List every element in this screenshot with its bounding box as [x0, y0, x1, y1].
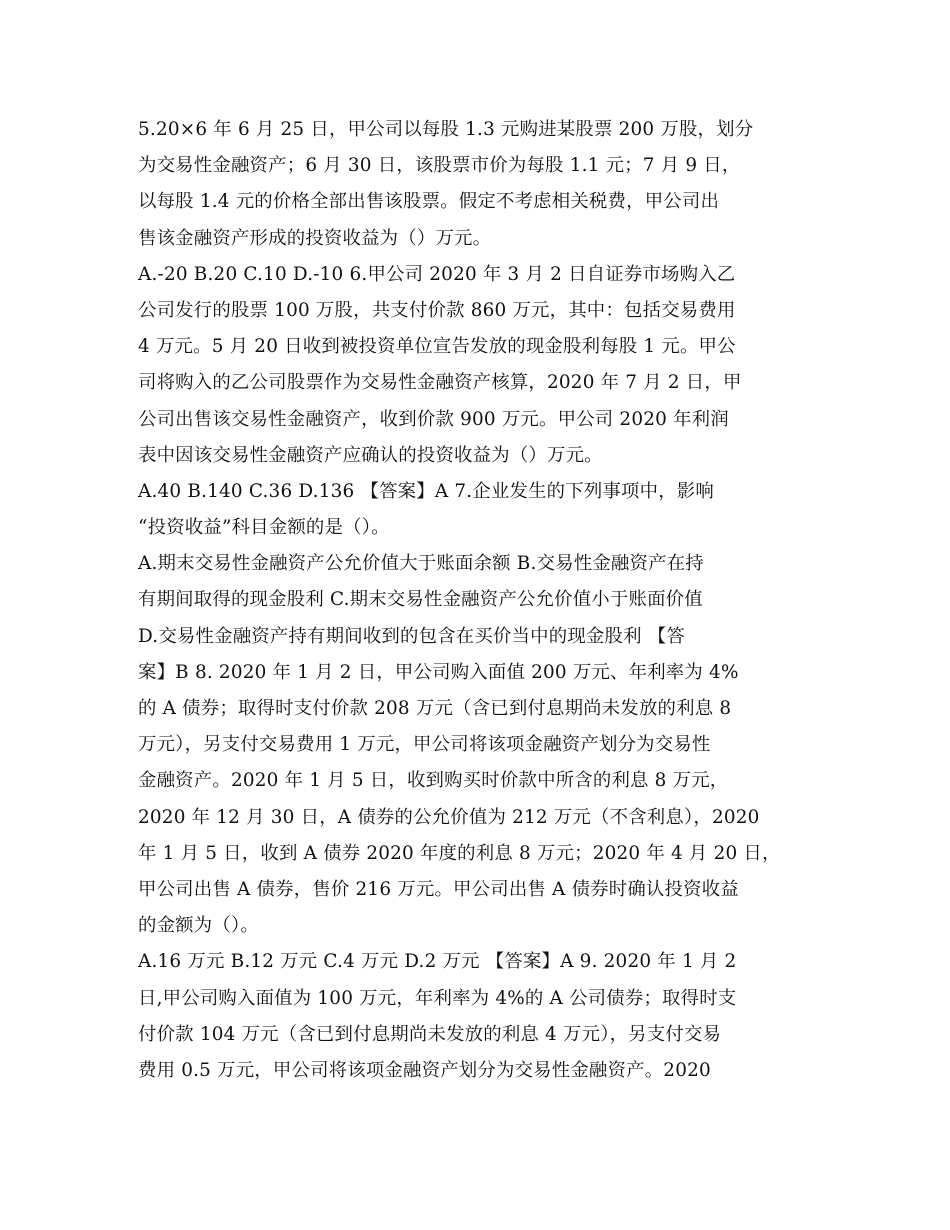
text-line: 5.20×6 年 6 月 25 日，甲公司以每股 1.3 元购进某股票 200 万股，划分	[138, 119, 754, 140]
text-line: 表中因该交易性金融资产应确认的投资收益为（）万元。	[138, 444, 603, 466]
text-line: D.交易性金融资产持有期间收到的包含在买价当中的现金股利 【答	[138, 625, 685, 647]
text-line: 公司发行的股票 100 万股，共支付价款 860 万元，其中：包括交易费用	[138, 299, 736, 321]
text-line: “投资收益”科目金额的是（）。	[138, 517, 390, 539]
text-line: 售该金融资产形成的投资收益为（）万元。	[138, 227, 492, 249]
text-line: A.16 万元 B.12 万元 C.4 万元 D.2 万元 【答案】A 9. 2020 年 1 月 2	[138, 951, 737, 973]
text-line: A.-20 B.20 C.10 D.-10 6.甲公司 2020 年 3 月 2 日自证券市场购入乙	[138, 263, 736, 285]
text-line: 的金额为（）。	[138, 915, 259, 937]
text-line: 有期间取得的现金股利 C.期末交易性金融资产公允价值小于账面价值	[138, 589, 703, 611]
text-line: 案】B 8. 2020 年 1 月 2 日，甲公司购入面值 200 万元、年利率为 4%	[138, 661, 739, 683]
text-line: 为交易性金融资产；6 月 30 日，该股票市价为每股 1.1 元；7 月 9 日，	[138, 155, 741, 177]
text-line: 4 万元。5 月 20 日收到被投资单位宣告发放的现金股利每股 1 元。甲公	[138, 336, 736, 358]
text-line: 的 A 债券；取得时支付价款 208 万元（含已到付息期尚未发放的利息 8	[138, 698, 732, 719]
document-body	[138, 112, 838, 1089]
text-line: A.40 B.140 C.36 D.136 【答案】A 7.企业发生的下列事项中，影响	[138, 480, 714, 502]
text-line: 司将购入的乙公司股票作为交易性金融资产核算，2020 年 7 月 2 日，甲	[138, 372, 742, 394]
text-line: 费用 0.5 万元，甲公司将该项金融资产划分为交易性金融资产。2020	[138, 1059, 711, 1081]
text-line: 以每股 1.4 元的价格全部出售该股票。假定不考虑相关税费，甲公司出	[138, 191, 720, 213]
text-line: 付价款 104 万元（含已到付息期尚未发放的利息 4 万元），另支付交易	[138, 1023, 722, 1045]
text-line: 甲公司出售 A 债券，售价 216 万元。甲公司出售 A 债券时确认投资收益	[138, 878, 739, 900]
text-line: 2020 年 12 月 30 日，A 债券的公允价值为 212 万元（不含利息），2020	[138, 806, 760, 828]
text-line: 年 1 月 5 日，收到 A 债券 2020 年度的利息 8 万元；2020 年 4 月 20 日，	[138, 842, 781, 864]
text-line: 日,甲公司购入面值为 100 万元，年利率为 4%的 A 公司债券；取得时支	[138, 987, 737, 1009]
text-line: A.期末交易性金融资产公允价值大于账面余额 B.交易性金融资产在持	[138, 553, 704, 575]
text-line: 金融资产。2020 年 1 月 5 日，收到购买时价款中所含的利息 8 万元，	[138, 770, 729, 792]
text-line: 公司出售该交易性金融资产，收到价款 900 万元。甲公司 2020 年利润	[138, 408, 729, 430]
text-line: 万元），另支付交易费用 1 万元，甲公司将该项金融资产划分为交易性	[138, 734, 711, 756]
